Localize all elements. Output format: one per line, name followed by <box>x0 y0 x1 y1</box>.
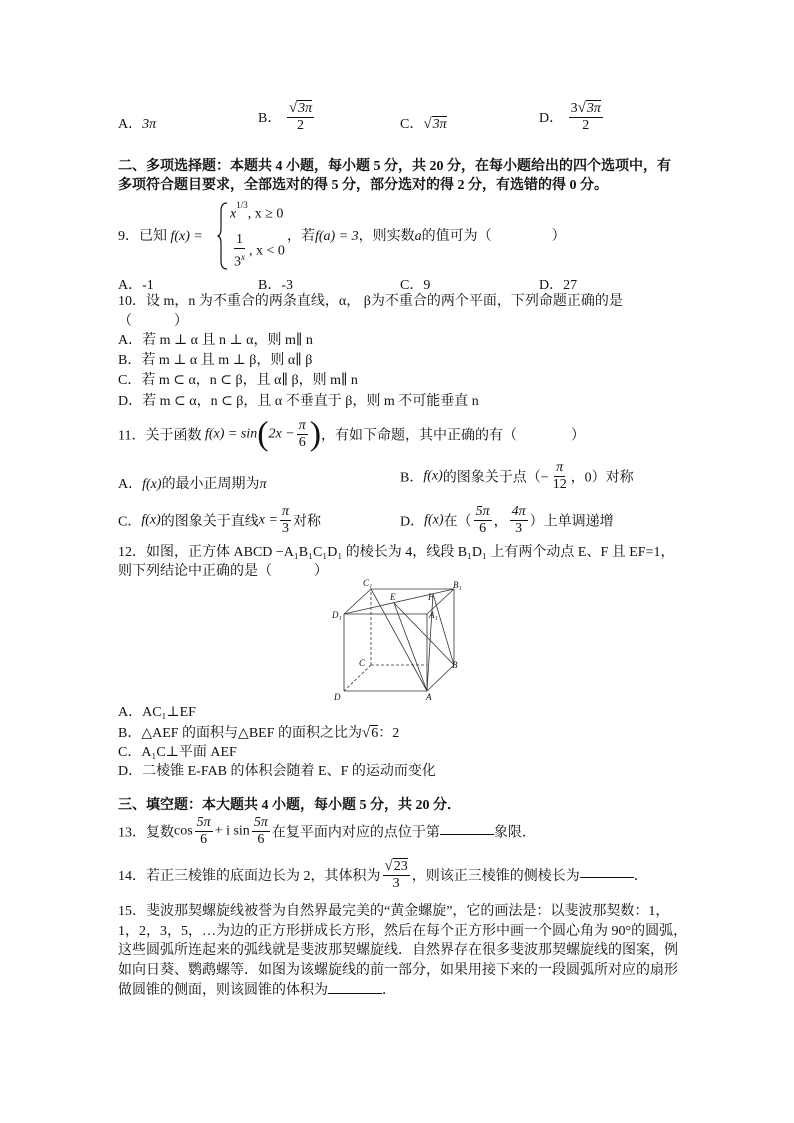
label-c: C <box>359 658 366 668</box>
cube-figure <box>330 578 470 702</box>
q10-option-d: D．若 m ⊂ α，n ⊂ β，且 α 不垂直于 β，则 m 不可能垂直 n <box>118 394 479 409</box>
q12-line2: 则下列结论中正确的是（ ） <box>118 564 328 579</box>
q10-option-c: C．若 m ⊂ α，n ⊂ β，且 α∥ β，则 m∥ n <box>118 373 358 388</box>
q8-option-c: C．√3π <box>400 116 447 132</box>
q15-line1: 15．斐波那契螺旋线被誉为自然界最完美的“黄金螺旋”，它的画法是：以斐波那契数：1， <box>118 904 670 919</box>
q9-case2: $\frac{1}{3^x}$ , x < 0 <box>234 232 285 270</box>
q9-option-a: A．-1 <box>118 278 154 293</box>
label-c1: C₁ <box>363 578 373 588</box>
q11-option-d: D．f(x)在（ $\frac{5\pi}{6}$ ， $\frac{4\pi}{3}$ ）上单调递增 <box>400 504 614 536</box>
section2-line2: 多项符合题目要求，全部选对的得 5 分，部分选对的得 2 分，有选错的得 0 分。 <box>118 178 608 193</box>
q13: 13．复数cos $\frac{5\pi}{6}$ + i sin $\frac{5\pi}{6}$ 在复平面内对应的点位于第 象限． <box>118 815 536 847</box>
q15-line3: 这些圆弧所连起来的弧线就是斐波那契螺旋线．自然界存在很多斐波那契螺旋线的图案，例 <box>118 943 678 958</box>
q12-option-a: A．AC₁⊥EF <box>118 705 196 720</box>
label-f: F <box>428 592 434 602</box>
q9-option-b: B．-3 <box>258 278 293 293</box>
q8-option-a: A．3π <box>118 117 157 132</box>
label-d1: D₁ <box>332 610 342 620</box>
q10-line2: （ ） <box>118 314 188 329</box>
q9-option-c: C．9 <box>400 278 431 293</box>
q12-option-d: D．二棱锥 E-FAB 的体积会随着 E、F 的运动而变化 <box>118 764 436 779</box>
q9-prefix: 9．已知 f(x) = <box>118 229 203 244</box>
q8-option-b: B． $\frac{√3\pi}{2}$ <box>258 100 313 133</box>
section2-line1: 二、多项选择题：本题共 4 小题，每小题 5 分，共 20 分，在每小题给出的四个选项中，有 <box>118 159 671 174</box>
q9-case1: $x^{1/3}$, x ≥ 0 <box>230 200 284 222</box>
q12-option-b: B．△AEF 的面积与△BEF 的面积之比为√6：2 <box>118 725 400 741</box>
q12-option-c: C．A₁C⊥平面 AEF <box>118 745 237 760</box>
q11-stem: 11．关于函数 f(x) = sin(2x − $\frac{\pi}{6}$ )，有如下命题，其中正确的有（ ） <box>118 415 586 453</box>
q9-condition: ，若f(a) = 3，则实数a的值可为（ ） <box>287 229 566 244</box>
q15-line4: 如向日葵、鹦鹉螺等．如图为该螺旋线的前一部分，如果用接下来的一段圆弧所对应的扇形 <box>118 963 678 978</box>
q8-option-d: D． $\frac{3√3\pi}{2}$ <box>539 100 601 133</box>
q9-option-d: D．27 <box>539 278 578 293</box>
q9-brace <box>217 201 229 271</box>
q11-option-b: B．f(x)的图象关于点（− $\frac{\pi}{12}$ ，0）对称 <box>400 460 634 492</box>
label-a: A <box>426 692 432 702</box>
q15-line2: 1，2，3，5，…为边的正方形拼成长方形，然后在每个正方形中画一个圆心角为 90°的圆弧， <box>118 924 688 939</box>
q14: 14．若正三棱锥的底面边长为 2，其体积为 $\frac{√23}{3}$ ，则该正三棱锥的侧棱长为 ． <box>118 858 648 891</box>
label-d: D <box>334 692 341 702</box>
label-b1: B₁ <box>453 580 462 590</box>
q15-line5: 做圆锥的侧面，则该圆锥的体积为 ． <box>118 983 396 998</box>
q11-option-c: C．f(x)的图象关于直线x = $\frac{\pi}{3}$ 对称 <box>118 504 321 536</box>
q10-option-b: B．若 m ⊥ α 且 m ⊥ β，则 α∥ β <box>118 353 313 368</box>
label-a1: A₁ <box>429 610 438 620</box>
label-e: E <box>390 592 396 602</box>
q10-line1: 10．设 m，n 为不重合的两条直线，α， β为不重合的两个平面，下列命题正确的是 <box>118 294 623 309</box>
q10-option-a: A．若 m ⊥ α 且 n ⊥ α，则 m∥ n <box>118 333 313 348</box>
section3-title: 三、填空题：本大题共 4 小题，每小题 5 分，共 20 分． <box>118 798 461 813</box>
label-b: B <box>452 660 458 670</box>
q11-option-a: A．f(x)的最小正周期为π <box>118 477 267 492</box>
q12-line1: 12．如图，正方体 ABCD −A₁B₁C₁D₁ 的棱长为 4，线段 B₁D₁ 上有两个动点 E、F 且 EF=1， <box>118 545 675 560</box>
